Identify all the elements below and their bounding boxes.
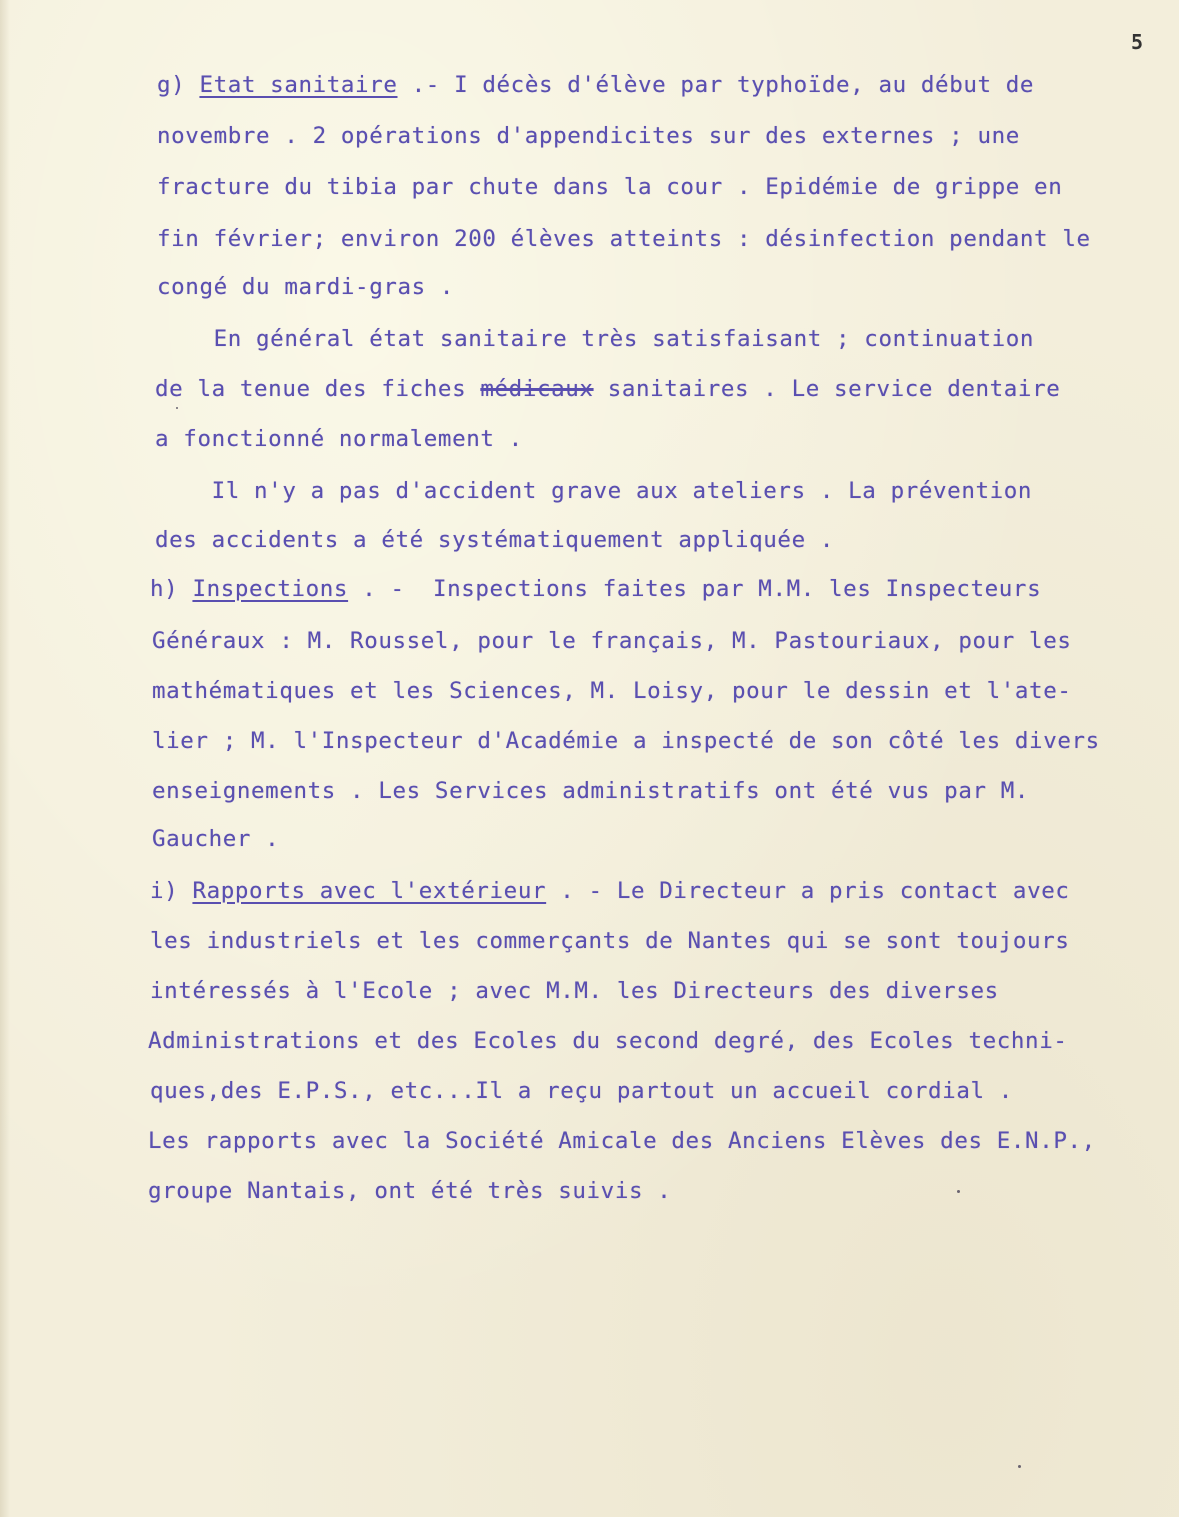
ink-speck [1018,1465,1021,1468]
text-line [148,1178,671,1204]
text-line [152,728,1100,754]
paper-edge-shadow [0,0,10,1517]
text-line [157,123,1020,149]
text-line [150,1078,1013,1104]
line-prefix: i) [150,878,193,904]
line-text: .- I décès d'élève par typhoïde, au début de [397,72,1035,98]
line-text: novembre . 2 opérations d'appendicites sur des externes ; une [157,123,1020,149]
text-line [150,878,1070,904]
text-line [150,978,999,1004]
line-text: Les rapports avec la Société Amicale des Anciens Elèves des E.N.P., [148,1128,1096,1154]
text-line [152,678,1072,704]
line-text: ques,des E.P.S., etc...Il a reçu partout un accueil cordial . [150,1078,1013,1104]
line-text: Administrations et des Ecoles du second degré, des Ecoles techni- [148,1028,1068,1054]
section-heading: Rapports avec l'extérieur [192,878,547,904]
page-number: 5 [1131,30,1144,54]
text-line [155,426,523,452]
text-line [148,1128,1096,1154]
struck-out-word: médicaux [480,376,594,402]
text-line [152,826,279,852]
line-prefix: de la tenue des fiches [155,376,481,402]
line-text: . - Inspections faites par M.M. les Inspecteurs [348,576,1042,602]
line-text: enseignements . Les Services administratifs ont été vus par M. [152,778,1030,804]
text-line [157,326,1034,352]
section-heading: Etat sanitaire [199,72,398,98]
line-text: les industriels et les commerçants de Nantes qui se sont toujours [150,928,1070,954]
line-text: intéressés à l'Ecole ; avec M.M. les Directeurs des diverses [150,978,999,1004]
ink-speck [176,407,178,409]
text-line [150,576,1041,602]
text-line [155,527,834,553]
line-prefix: g) [157,72,200,98]
line-text: Gaucher . [152,826,280,852]
text-line [155,376,1060,402]
line-text: . - Le Directeur a pris contact avec [546,878,1070,904]
text-line [152,628,1072,654]
line-text: fin février; environ 200 élèves atteints : désinfection pendant le [157,226,1091,252]
text-line [157,72,1034,98]
line-prefix: h) [150,576,193,602]
line-text: congé du mardi-gras . [157,274,455,300]
text-line [152,778,1029,804]
text-line [150,928,1070,954]
text-line [157,174,1062,200]
line-text: Généraux : M. Roussel, pour le français, M. Pastouriaux, pour les [152,628,1072,654]
line-text: lier ; M. l'Inspecteur d'Académie a inspecté de son côté les divers [152,728,1100,754]
line-text: sanitaires . Le service dentaire [593,376,1061,402]
line-text: groupe Nantais, ont été très suivis . [148,1178,672,1204]
text-line [157,274,454,300]
line-text: des accidents a été systématiquement appliquée . [155,527,835,553]
line-text: fracture du tibia par chute dans la cour . Epidémie de grippe en [157,174,1063,200]
line-text: a fonctionné normalement . [155,426,523,452]
line-text: Il n'y a pas d'accident grave aux ateliers . La prévention [155,478,1033,504]
line-text: mathématiques et les Sciences, M. Loisy, pour le dessin et l'ate- [152,678,1072,704]
text-line [155,478,1032,504]
text-line [148,1028,1068,1054]
section-heading: Inspections [192,576,349,602]
ink-speck [957,1190,960,1193]
line-text: En général état sanitaire très satisfaisant ; continuation [157,326,1035,352]
text-line [157,226,1091,252]
